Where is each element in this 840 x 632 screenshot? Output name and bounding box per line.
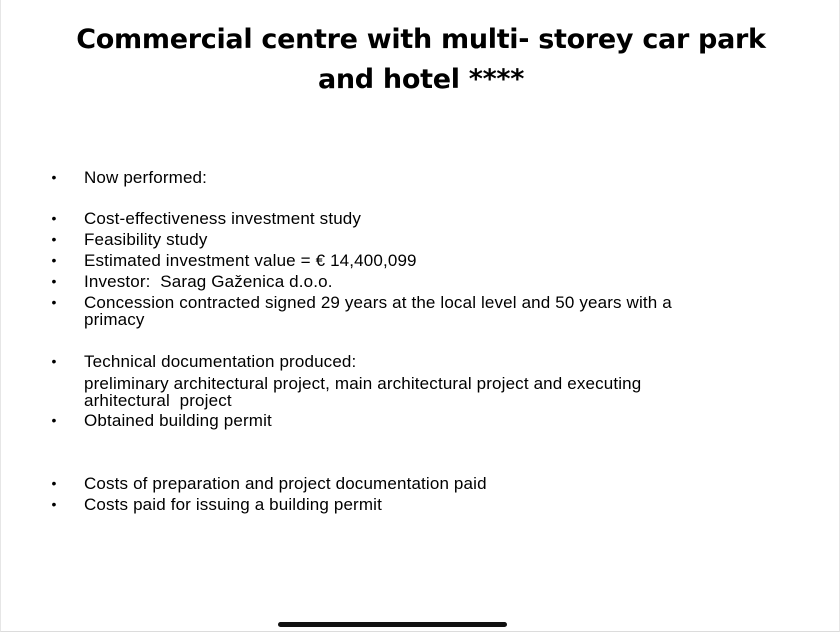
bullet-text: Estimated investment value = € 14,400,099 (84, 251, 417, 270)
bullet-dot-icon: • (51, 273, 57, 289)
bullet-text: Obtained building permit (84, 411, 272, 430)
bullet-dot-icon: • (51, 294, 57, 310)
bullet-dot-icon: • (51, 412, 57, 428)
bullet-text: Feasibility study (84, 230, 208, 249)
bullet-text-continuation: primacy (84, 310, 145, 329)
bullet-text: Concession contracted signed 29 years at the local level and 50 years with a (84, 293, 672, 312)
bullet-dot-icon: • (51, 475, 57, 491)
bullet-text: Investor: Sarag Gaženica d.o.o. (84, 272, 333, 291)
bullet-dot-icon: • (51, 496, 57, 512)
technical-detail-line-1: preliminary architectural project, main architectural project and executing (84, 374, 642, 393)
bullet-dot-icon: • (51, 210, 57, 226)
technical-detail-line-2: arhitectural project (84, 391, 232, 410)
bullet-text: Costs of preparation and project documentation paid (84, 474, 487, 493)
slide-title: Commercial centre with multi- storey car park and hotel **** (76, 24, 766, 95)
bullet-text: Cost-effectiveness investment study (84, 209, 362, 228)
bullet-list (1, 0, 840, 632)
bullet-text: Technical documentation produced: (84, 352, 357, 371)
bullet-dot-icon: • (51, 353, 57, 369)
bullet-dot-icon: • (51, 169, 57, 185)
bullet-text: Costs paid for issuing a building permit (84, 495, 382, 514)
home-indicator-bar[interactable] (278, 622, 507, 627)
bullet-text: Now performed: (84, 168, 208, 187)
bullet-dot-icon: • (51, 252, 57, 268)
bullet-dot-icon: • (51, 231, 57, 247)
